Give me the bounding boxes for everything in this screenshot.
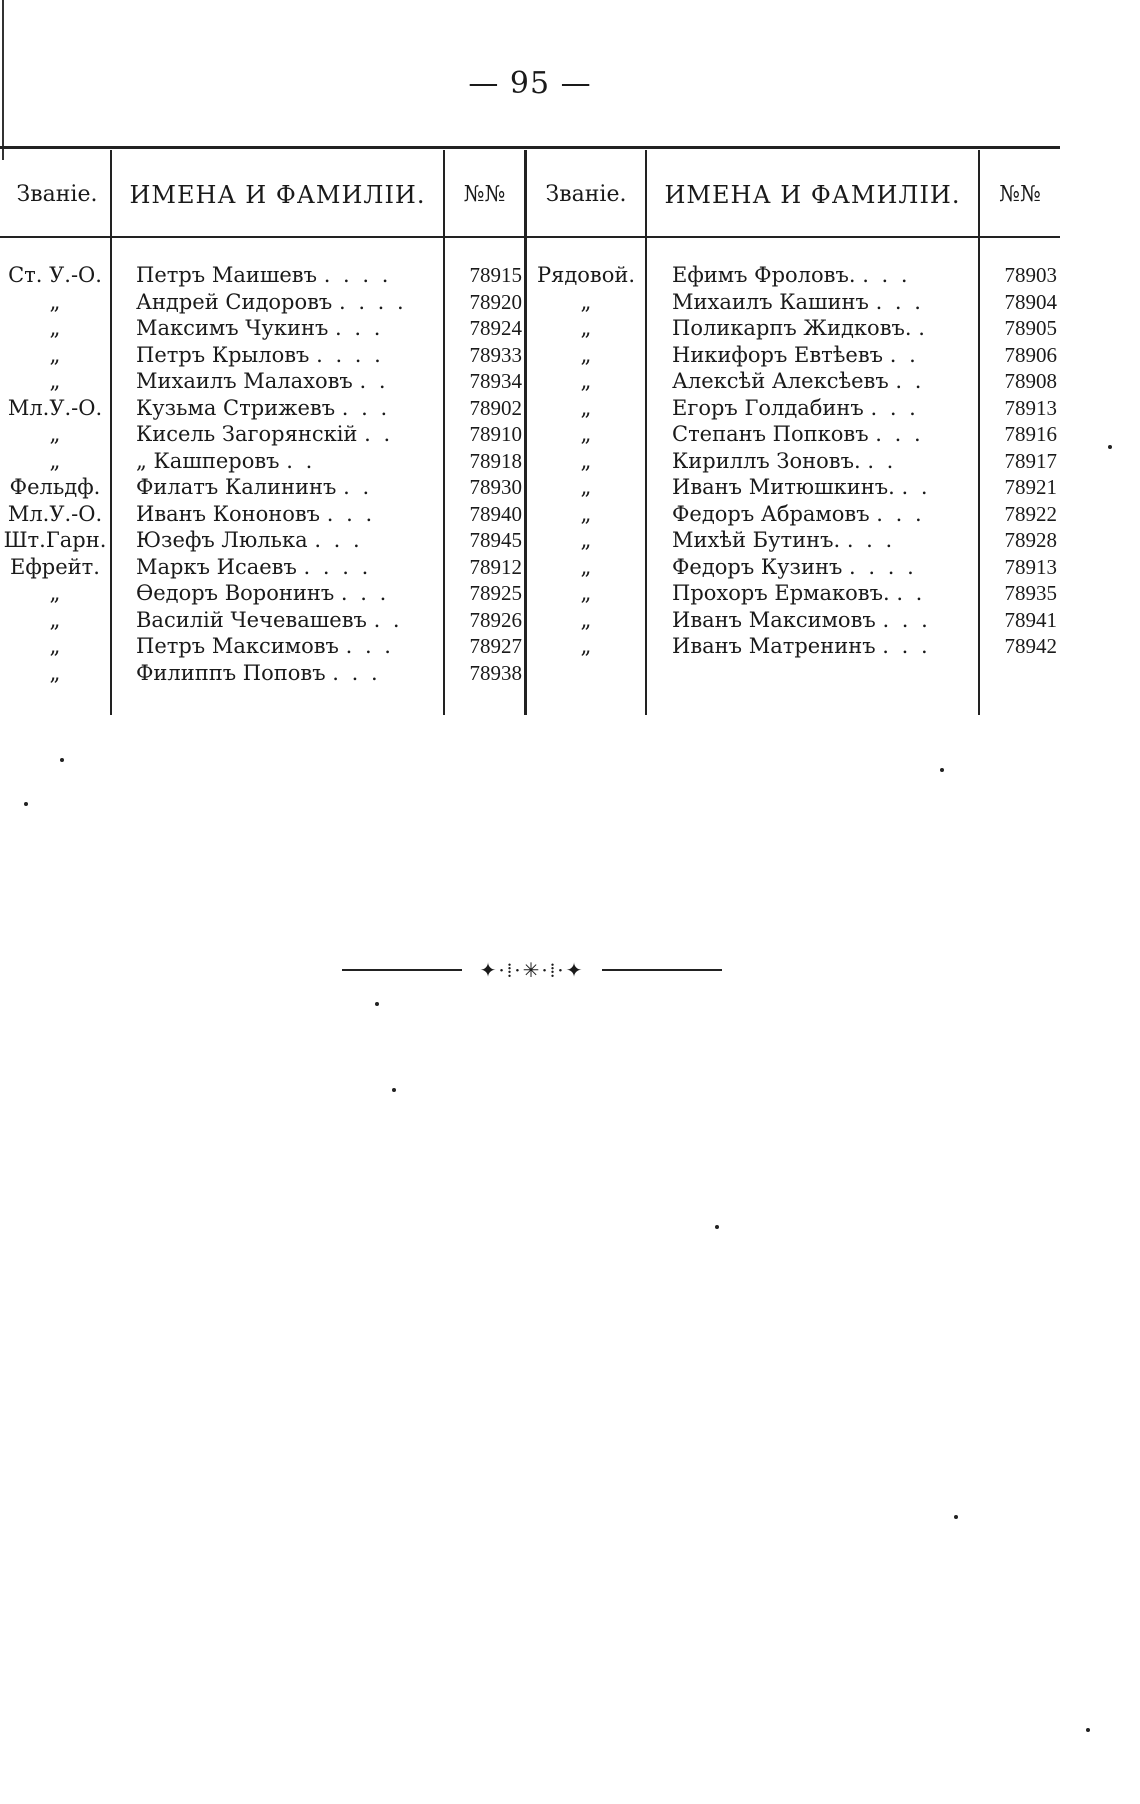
name-cell: [136, 633, 441, 659]
number-cell: 78913: [1004, 554, 1057, 579]
name-cell: [672, 395, 976, 421]
leader-dots: . . .: [846, 528, 896, 552]
person-name: Прохоръ Ермаковъ.: [672, 581, 890, 605]
rank-cell: „: [49, 316, 61, 340]
person-name: Кириллъ Зоновъ.: [672, 448, 861, 473]
rank-cell: „: [49, 289, 61, 314]
number-cell: 78922: [1004, 501, 1057, 526]
person-name: Юзефъ Люлька: [136, 528, 308, 552]
person-name: Михѣй Бутинъ.: [672, 528, 841, 552]
number-cell: 78904: [1004, 289, 1057, 314]
rank-cell: Ефрейт.: [10, 554, 100, 579]
person-name: Егоръ Голдабинъ: [672, 395, 864, 420]
rank-cell: „: [580, 369, 592, 393]
person-name: Поликарпъ Жидковъ.: [672, 316, 912, 340]
leader-dots: . . .: [314, 528, 363, 552]
leader-dots: . .: [895, 369, 925, 393]
person-name: Маркъ Исаевъ: [136, 554, 297, 579]
rank-cell: „: [49, 607, 61, 632]
number-cell: 78927: [469, 634, 522, 658]
person-name: Ефимъ Фроловъ.: [672, 263, 856, 287]
person-name: Андрей Сидоровъ: [136, 289, 333, 314]
leader-dots: . . . .: [323, 263, 392, 287]
number-cell: 78915: [469, 263, 522, 287]
person-name: Никифоръ Евтѣевъ: [672, 342, 884, 367]
name-cell: [136, 580, 441, 606]
table-row: [0, 448, 1060, 474]
rank-cell: „: [49, 422, 61, 446]
scan-speck: [940, 768, 944, 772]
table-row: [0, 474, 1060, 500]
leader-dots: . . . .: [338, 289, 407, 314]
number-cell: 78908: [1004, 369, 1057, 393]
leader-dots: . .: [889, 342, 919, 367]
person-name: Кузьма Стрижевъ: [136, 395, 336, 420]
name-cell: [672, 315, 976, 341]
number-cell: 78920: [469, 289, 522, 314]
scan-speck: [24, 802, 28, 806]
name-cell: [136, 289, 441, 315]
name-cell: [672, 607, 976, 633]
name-cell: [136, 342, 441, 368]
name-cell: [136, 448, 441, 474]
table-top-rule: [0, 146, 1060, 149]
person-name: Филатъ Калининъ: [136, 475, 337, 499]
person-name: Федоръ Кузинъ: [672, 554, 843, 579]
name-cell: [136, 262, 441, 288]
number-cell: 78934: [469, 369, 522, 393]
ornament-line-left: [342, 969, 462, 971]
number-cell: 78910: [469, 422, 522, 446]
number-cell: 78916: [1004, 422, 1057, 446]
rank-cell: Ст. У.-О.: [8, 263, 102, 287]
name-cell: [136, 368, 441, 394]
rank-cell: „: [580, 554, 592, 579]
person-name: Максимъ Чукинъ: [136, 316, 329, 340]
number-cell: 78905: [1004, 316, 1057, 340]
table-row: [0, 580, 1060, 606]
leader-dots: . . .: [340, 581, 390, 605]
number-cell: 78925: [469, 581, 522, 605]
name-cell: [672, 421, 976, 447]
rank-cell: „: [49, 660, 61, 685]
header-rank-left: Званіе.: [16, 182, 98, 207]
rank-cell: Мл.У.-О.: [7, 501, 103, 526]
scan-speck: [954, 1515, 958, 1519]
name-cell: [672, 633, 976, 659]
name-cell: [672, 580, 976, 606]
scan-speck: [60, 758, 64, 762]
rank-cell: „: [580, 634, 592, 658]
leader-dots: . . .: [332, 660, 381, 685]
scan-speck: [392, 1088, 396, 1092]
person-name: Михаилъ Малаховъ: [136, 369, 353, 393]
leader-dots: . . .: [876, 501, 925, 526]
number-cell: 78902: [469, 395, 522, 420]
leader-dots: . .: [373, 607, 403, 632]
leader-dots: . . .: [882, 607, 931, 632]
leader-dots: . . .: [862, 263, 911, 287]
rank-cell: „: [580, 289, 592, 314]
rank-cell: Рядовой.: [536, 263, 636, 287]
leader-dots: . . .: [345, 634, 394, 658]
table-row: [0, 315, 1060, 341]
table-row: [0, 262, 1060, 288]
name-cell: [672, 262, 976, 288]
person-name: Петръ Максимовъ: [136, 634, 339, 658]
rank-cell: „: [580, 528, 592, 552]
name-cell: [672, 554, 976, 580]
leader-dots: . . .: [335, 316, 384, 340]
person-name: Кисель Загорянскій: [136, 422, 358, 446]
rank-cell: „: [580, 581, 592, 605]
number-cell: 78913: [1004, 395, 1057, 420]
leader-dots: . . .: [341, 395, 391, 420]
number-cell: 78933: [469, 342, 522, 367]
rank-cell: „: [49, 369, 61, 393]
rank-cell: „: [49, 634, 61, 658]
number-cell: 78945: [469, 528, 522, 552]
leader-dots: .: [918, 316, 928, 340]
number-cell: 78917: [1004, 448, 1057, 473]
number-cell: 78942: [1004, 634, 1057, 658]
name-cell: [136, 315, 441, 341]
person-name: Филиппъ Поповъ: [136, 660, 326, 685]
number-cell: 78918: [469, 448, 522, 473]
rank-cell: „: [580, 475, 592, 499]
scan-speck: [375, 1002, 379, 1006]
table-row: [0, 607, 1060, 633]
leader-dots: . . . .: [316, 342, 384, 367]
leader-dots: . . .: [882, 634, 931, 658]
name-cell: [136, 607, 441, 633]
rank-cell: „: [580, 395, 592, 420]
page-number: — 95 —: [468, 66, 592, 101]
table-row: [0, 554, 1060, 580]
name-cell: [136, 501, 441, 527]
name-cell: [672, 501, 976, 527]
rank-cell: „: [580, 607, 592, 632]
table-row: [0, 660, 1060, 686]
rank-cell: „: [49, 448, 61, 473]
number-cell: 78906: [1004, 342, 1057, 367]
leader-dots: . . . .: [849, 554, 917, 579]
number-cell: 78912: [469, 554, 522, 579]
rank-cell: „: [580, 316, 592, 340]
rank-cell: „: [49, 342, 61, 367]
number-cell: 78921: [1004, 475, 1057, 499]
person-name: Петръ Крыловъ: [136, 342, 310, 367]
ornament-line-right: [602, 969, 722, 971]
table-row: [0, 289, 1060, 315]
leader-dots: . .: [359, 369, 389, 393]
rank-cell: „: [580, 501, 592, 526]
header-names-left: ИМЕНА И ФАМИЛІИ.: [129, 181, 426, 209]
table-row: [0, 395, 1060, 421]
table-row: [0, 368, 1060, 394]
rank-cell: „: [580, 448, 592, 473]
ornament-center: ✦·⁞·✳·⁞·✦: [479, 958, 585, 982]
name-cell: [672, 342, 976, 368]
rank-cell: „: [49, 581, 61, 605]
number-cell: 78940: [469, 501, 522, 526]
number-cell: 78928: [1004, 528, 1057, 552]
rank-cell: „: [580, 422, 592, 446]
rank-cell: Фельдф.: [9, 475, 101, 499]
header-rank-right: Званіе.: [545, 182, 627, 207]
name-cell: [136, 421, 441, 447]
name-cell: [136, 527, 441, 553]
scan-speck: [1108, 445, 1112, 449]
leader-dots: . .: [867, 448, 897, 473]
name-cell: [136, 660, 441, 686]
name-cell: [672, 527, 976, 553]
person-name: Иванъ Митюшкинъ.: [672, 475, 895, 499]
leader-dots: . .: [343, 475, 373, 499]
person-name: Василій Чечевашевъ: [136, 607, 367, 632]
leader-dots: . .: [896, 581, 926, 605]
rank-cell: „: [580, 342, 592, 367]
rank-cell: Мл.У.-О.: [7, 395, 103, 420]
leader-dots: . .: [364, 422, 394, 446]
name-cell: [672, 289, 976, 315]
leader-dots: . .: [286, 448, 316, 473]
name-cell: [136, 474, 441, 500]
rank-cell: Шт.Гарн.: [3, 528, 107, 552]
number-cell: 78924: [469, 316, 522, 340]
header-number-right: №№: [999, 182, 1041, 207]
number-cell: 78926: [469, 607, 522, 632]
person-name: Федоръ Абрамовъ: [672, 501, 870, 526]
header-names-right: ИМЕНА И ФАМИЛІИ.: [664, 181, 961, 209]
person-name: Алексѣй Алексѣевъ: [672, 369, 889, 393]
header-number-left: №№: [463, 182, 506, 207]
leader-dots: . .: [901, 475, 931, 499]
leader-dots: . . .: [870, 395, 919, 420]
person-name: „ Кашперовъ: [136, 448, 280, 473]
person-name: Иванъ Кононовъ: [136, 501, 321, 526]
person-name: Иванъ Матренинъ: [672, 634, 876, 658]
leader-dots: . . .: [875, 422, 924, 446]
table-row: [0, 501, 1060, 527]
number-cell: 78938: [469, 660, 522, 685]
person-name: Өедоръ Воронинъ: [136, 581, 335, 605]
person-name: Михаилъ Кашинъ: [672, 289, 869, 314]
number-cell: 78941: [1004, 607, 1057, 632]
leader-dots: . . .: [326, 501, 376, 526]
table-row: [0, 527, 1060, 553]
number-cell: 78903: [1004, 263, 1057, 287]
table-header-rule: [0, 236, 1060, 238]
person-name: Степанъ Попковъ: [672, 422, 869, 446]
name-cell: [136, 395, 441, 421]
number-cell: 78935: [1004, 581, 1057, 605]
table-row: [0, 342, 1060, 368]
name-cell: [136, 554, 441, 580]
table-row: [0, 421, 1060, 447]
person-name: Петръ Маишевъ: [136, 263, 317, 287]
scan-speck: [1086, 1728, 1090, 1732]
scan-speck: [715, 1225, 719, 1229]
person-name: Иванъ Максимовъ: [672, 607, 876, 632]
name-cell: [672, 448, 976, 474]
leader-dots: . . .: [875, 289, 924, 314]
name-cell: [672, 474, 976, 500]
number-cell: 78930: [469, 475, 522, 499]
name-cell: [672, 368, 976, 394]
table-row: [0, 633, 1060, 659]
ornament-divider: [342, 960, 722, 980]
leader-dots: . . . .: [303, 554, 372, 579]
